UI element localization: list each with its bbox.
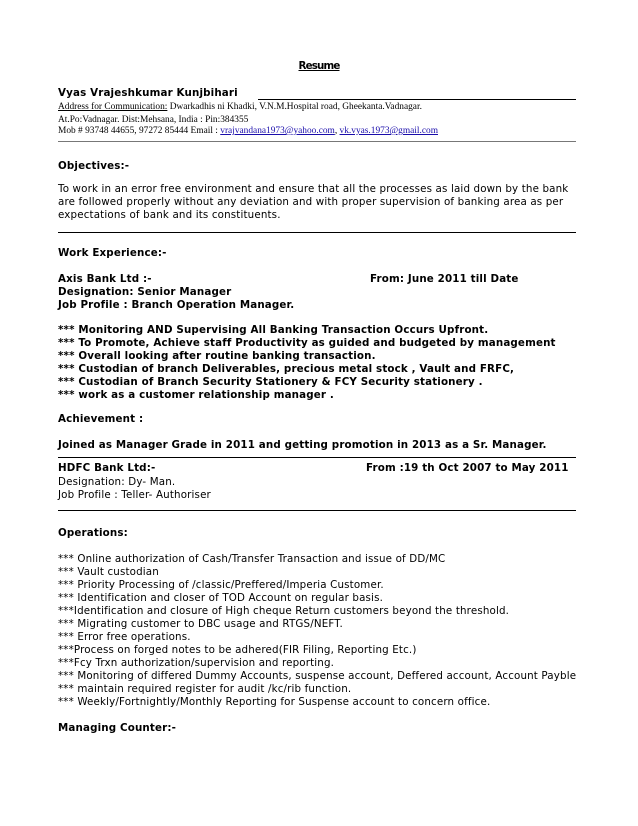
operations-item: *** Identification and closer of TOD Account on regular basis. bbox=[58, 592, 384, 604]
operations-item: *** Vault custodian bbox=[58, 566, 159, 578]
operations-item: *** Migrating customer to DBC usage and RTGS/NEFT. bbox=[58, 618, 343, 630]
achievement-divider bbox=[58, 457, 576, 458]
operations-item: *** Weekly/Fortnightly/Monthly Reporting for Suspense account to concern office. bbox=[58, 696, 491, 708]
axis-duty: *** Custodian of branch Deliverables, precious metal stock , Vault and FRFC, bbox=[58, 363, 515, 375]
axis-duty: *** To Promote, Achieve staff Productivity as guided and budgeted by management bbox=[58, 337, 556, 349]
objectives-divider bbox=[58, 232, 576, 233]
hdfc-job-profile: Job Profile : Teller- Authoriser bbox=[58, 489, 211, 501]
address-label: Address for Communication: bbox=[58, 102, 168, 112]
address-line bbox=[58, 101, 422, 114]
objectives-line: To work in an error free environment and ensure that all the processes as laid down by the bank bbox=[58, 183, 569, 195]
hdfc-designation: Designation: Dy- Man. bbox=[58, 476, 176, 488]
managing-counter-heading: Managing Counter:- bbox=[58, 722, 177, 734]
address-value: Dwarkadhis ni Khadki, V.N.M.Hospital road, Gheekanta.Vadnagar. bbox=[167, 102, 422, 112]
operations-item: *** Monitoring of differed Dummy Accounts, suspense account, Deffered account, Account Payble bbox=[58, 670, 577, 682]
axis-duty: *** Overall looking after routine banking transaction. bbox=[58, 350, 376, 362]
axis-job-profile: Job Profile : Branch Operation Manager. bbox=[58, 299, 295, 311]
achievement-text: Joined as Manager Grade in 2011 and getting promotion in 2013 as a Sr. Manager. bbox=[58, 439, 547, 451]
hdfc-period: From :19 th Oct 2007 to May 2011 bbox=[366, 462, 569, 474]
operations-item: *** maintain required register for audit /kc/rib function. bbox=[58, 683, 352, 695]
objectives-line: are followed properly without any deviation and with proper supervision of banking area as per bbox=[58, 196, 564, 208]
axis-period: From: June 2011 till Date bbox=[370, 273, 519, 285]
work-experience-heading: Work Experience:- bbox=[58, 247, 167, 259]
contact-line bbox=[58, 125, 438, 138]
axis-duty: *** Monitoring AND Supervising All Banking Transaction Occurs Upfront. bbox=[58, 324, 489, 336]
axis-company: Axis Bank Ltd :- bbox=[58, 273, 152, 285]
objectives-line: expectations of bank and its constituents. bbox=[58, 209, 281, 221]
address-line-2: At.Po:Vadnagar. Dist:Mehsana, India : Pin:384355 bbox=[58, 115, 249, 125]
axis-designation: Designation: Senior Manager bbox=[58, 286, 232, 298]
email-link-2[interactable]: vk.vyas.1973@gmail.com bbox=[339, 126, 438, 136]
contact-prefix: Mob # 93748 44655, 97272 85444 Email : bbox=[58, 126, 221, 136]
achievement-heading: Achievement : bbox=[58, 413, 144, 425]
name-underline bbox=[258, 99, 576, 100]
header-divider bbox=[58, 141, 576, 142]
hdfc-company: HDFC Bank Ltd:- bbox=[58, 462, 156, 474]
operations-item: ***Process on forged notes to be adhered(FIR Filing, Reporting Etc.) bbox=[58, 644, 417, 656]
operations-item: ***Identification and closure of High cheque Return customers beyond the threshold. bbox=[58, 605, 510, 617]
work-divider bbox=[58, 510, 576, 511]
candidate-name: Vyas Vrajeshkumar Kunjbihari bbox=[58, 87, 238, 99]
operations-item: *** Online authorization of Cash/Transfer Transaction and issue of DD/MC bbox=[58, 553, 446, 565]
axis-duty: *** Custodian of Branch Security Stationery & FCY Security stationery . bbox=[58, 376, 483, 388]
objectives-heading: Objectives:- bbox=[58, 160, 130, 172]
operations-heading: Operations: bbox=[58, 527, 128, 539]
email-link-1[interactable]: vrajvandana1973@yahoo.com bbox=[220, 126, 335, 136]
document-title: Resume bbox=[298, 60, 340, 72]
axis-duty: *** work as a customer relationship manager . bbox=[58, 389, 334, 401]
operations-item: ***Fcy Trxn authorization/supervision and reporting. bbox=[58, 657, 335, 669]
operations-item: *** Priority Processing of /classic/Preffered/Imperia Customer. bbox=[58, 579, 384, 591]
email-separator: , bbox=[334, 126, 340, 136]
operations-item: *** Error free operations. bbox=[58, 631, 191, 643]
